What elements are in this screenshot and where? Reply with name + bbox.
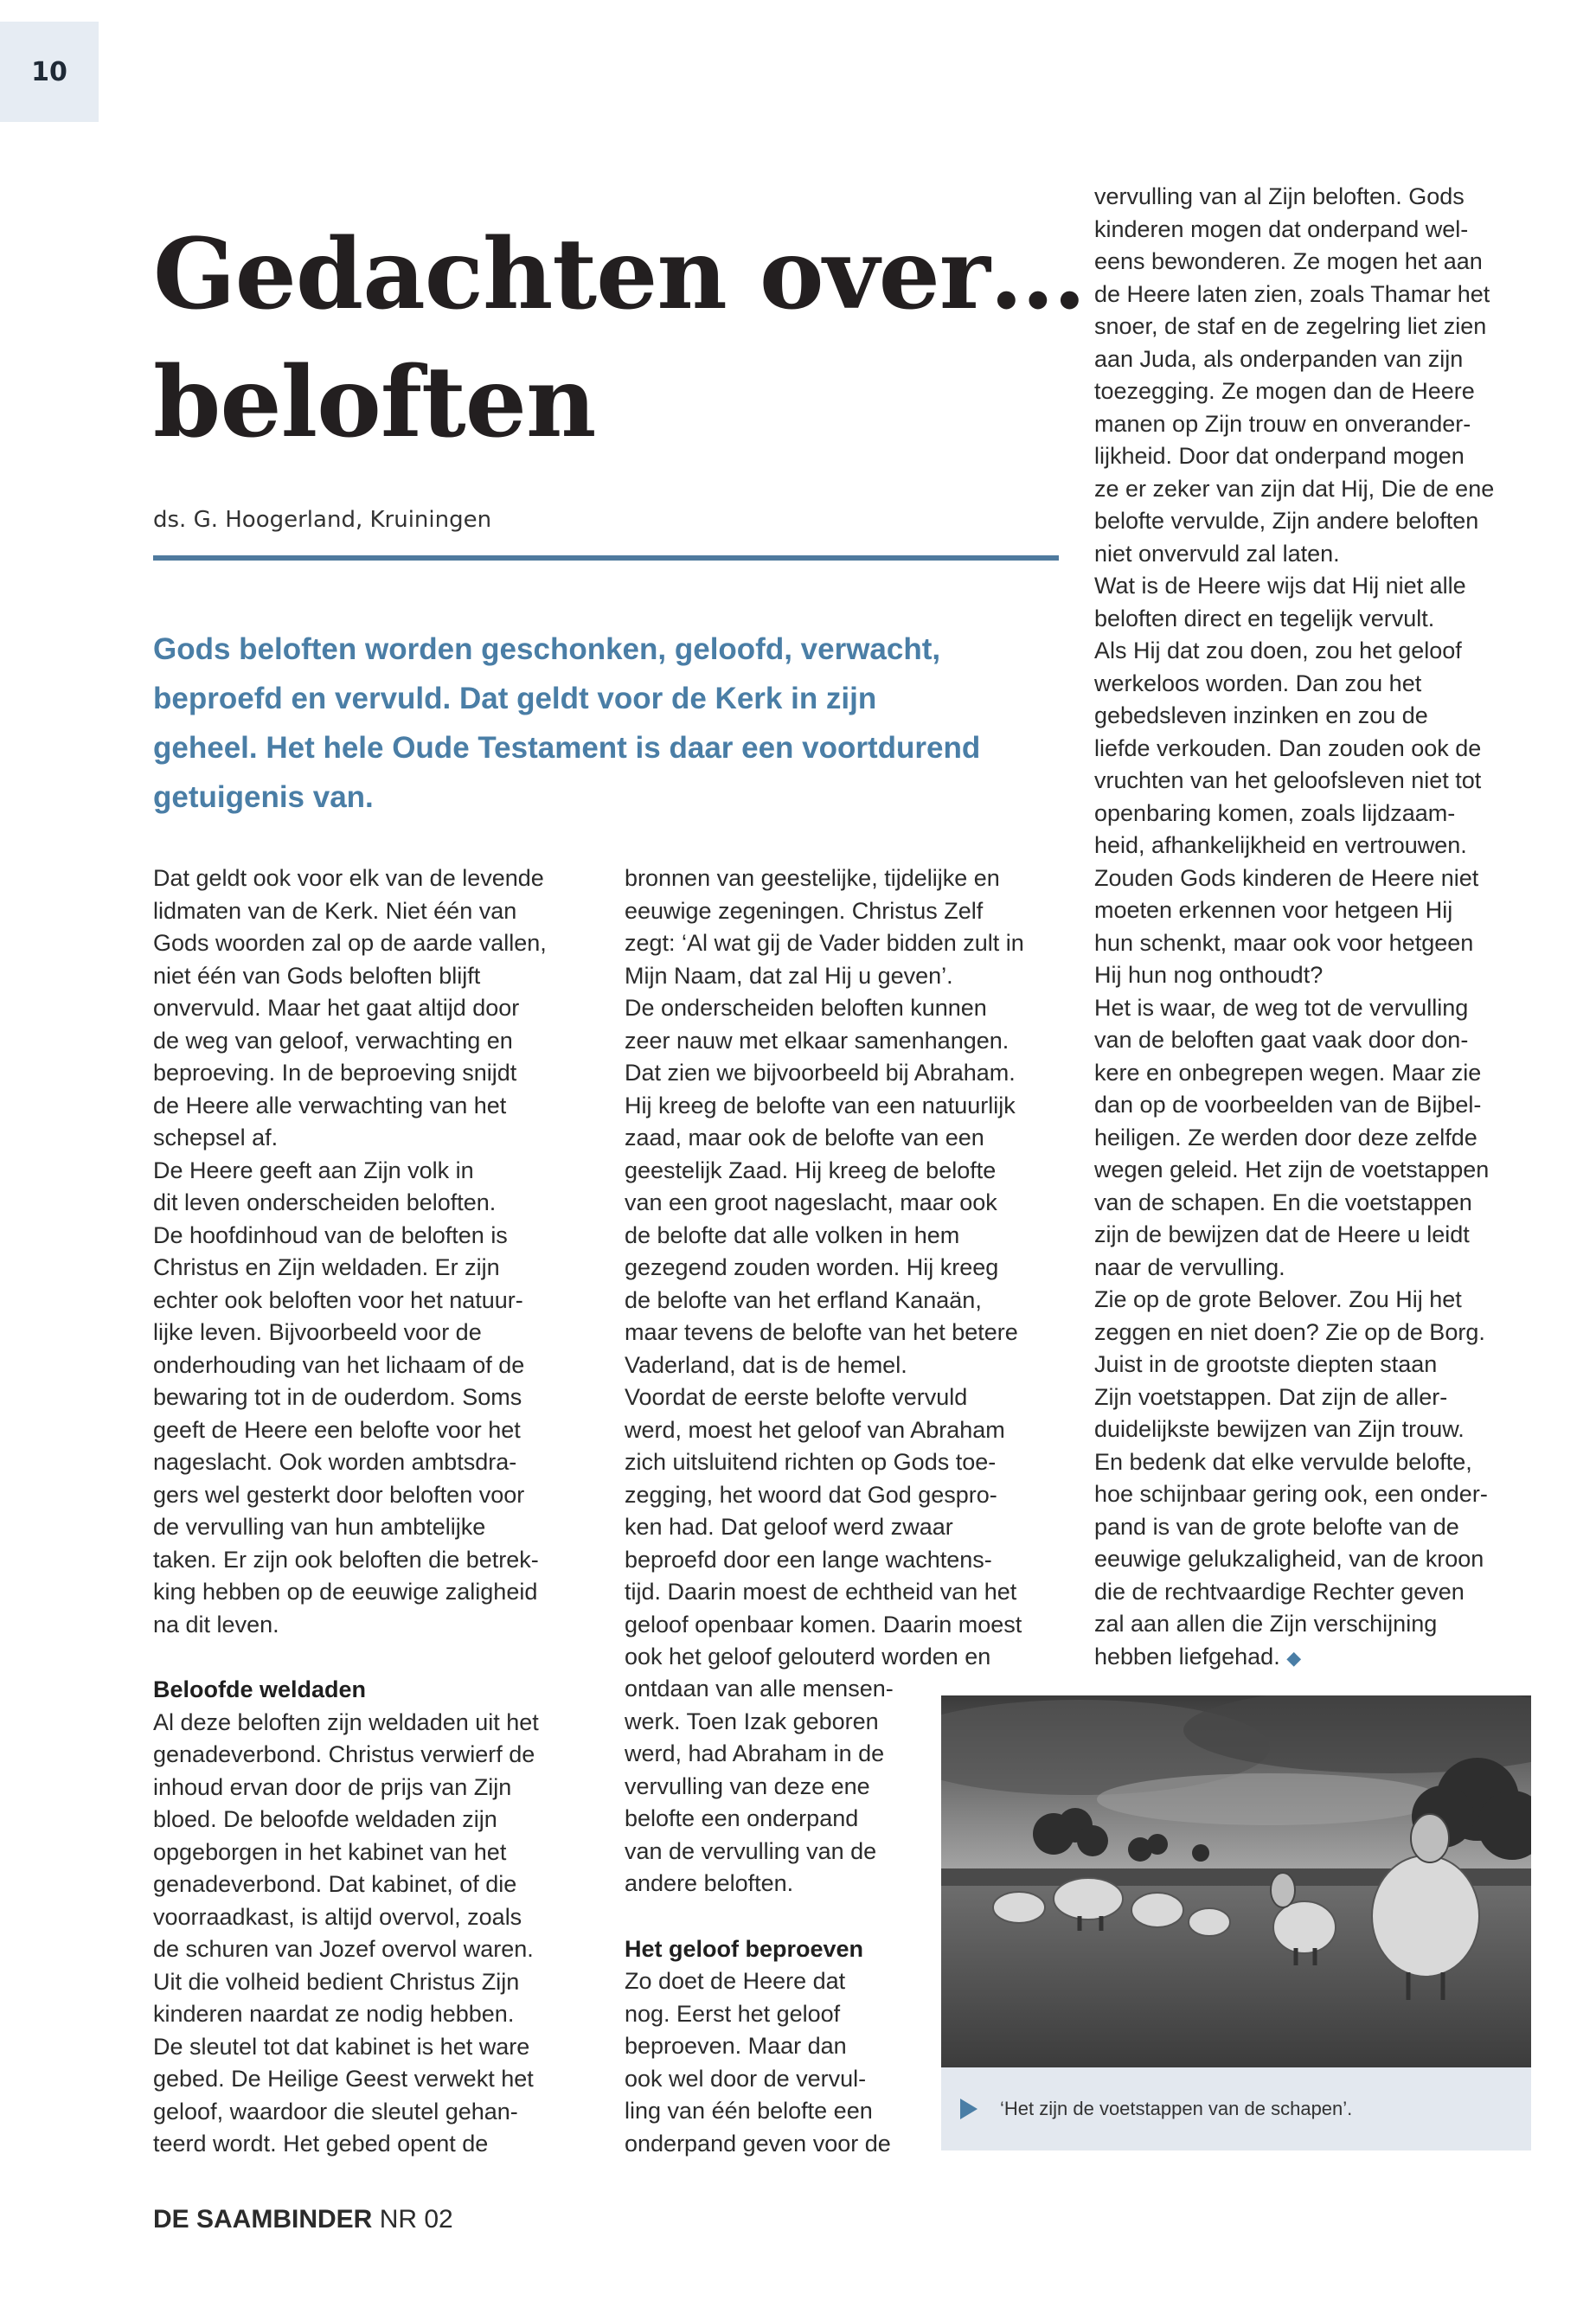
section-heading: Beloofde weldaden: [153, 1676, 367, 1702]
text-line: Zouden Gods kinderen de Heere niet: [1094, 864, 1479, 891]
end-mark-icon: ◆: [1286, 1646, 1302, 1669]
intro-lead: [153, 625, 1070, 822]
author-byline: ds. G. Hoogerland, Kruiningen: [153, 507, 492, 533]
text-line: zegt: ‘Al wat gij de Vader bidden zult in: [625, 930, 1024, 956]
text-line: bloed. De beloofde weldaden zijn: [153, 1806, 497, 1832]
paragraph: [625, 1965, 919, 2160]
text-line: gebed. De Heilige Geest verwekt het: [153, 2066, 534, 2092]
caption-arrow-icon: [960, 2099, 977, 2119]
text-line: beproefd door een lange wachtens-: [625, 1546, 992, 1573]
body-column-1: [153, 862, 603, 2161]
text-line: Wat is de Heere wijs dat Hij niet alle: [1094, 573, 1466, 599]
text-line: naar de vervulling.: [1094, 1253, 1285, 1280]
text-line: beproeven. Maar dan: [625, 2033, 847, 2059]
text-line: eens bewonderen. Ze mogen het aan: [1094, 248, 1483, 274]
text-line: duidelijkste bewijzen van Zijn trouw.: [1094, 1416, 1465, 1442]
text-line: werk. Toen Izak geboren: [625, 1708, 879, 1734]
text-line: toezegging. Ze mogen dan de Heere: [1094, 378, 1475, 404]
text-line: geloof openbaar komen. Daarin moest: [625, 1611, 1022, 1638]
text-line: niet één van Gods beloften blijft: [153, 962, 481, 989]
photo-caption: [941, 2067, 1531, 2150]
text-line: van de vervulling van de: [625, 1837, 877, 1864]
text-line: bewaring tot in de ouderdom. Soms: [153, 1384, 522, 1410]
text-line: genadeverbond. Christus verwierf de: [153, 1741, 535, 1767]
footer: [153, 2205, 453, 2234]
text-line: van de schapen. En die voetstappen: [1094, 1189, 1472, 1215]
text-line: geloof, waardoor die sleutel gehan-: [153, 2098, 518, 2125]
text-line: nog. Eerst het geloof: [625, 2000, 841, 2027]
text-line: werd, moest het geloof van Abraham: [625, 1416, 1005, 1443]
text-line: ling van één belofte een: [625, 2098, 873, 2124]
text-line: zijn de bewijzen dat de Heere u leidt: [1094, 1221, 1470, 1247]
text-line: van de beloften gaat vaak door don-: [1094, 1027, 1469, 1053]
title-line: Gedachten over…: [153, 218, 1086, 331]
text-line: werd, had Abraham in de: [625, 1740, 885, 1766]
text-line-last: [1094, 1641, 1561, 1675]
text-line: lidmaten van de Kerk. Niet één van: [153, 897, 517, 924]
text-line: zeggen en niet doen? Zie op de Borg.: [1094, 1318, 1485, 1345]
text-line: werkeloos worden. Dan zou het: [1094, 670, 1422, 696]
text-line: openbaring komen, zoals lijdzaam-: [1094, 799, 1456, 826]
text-line: heid, afhankelijkheid en vertrouwen.: [1094, 832, 1467, 858]
text-line: voorraadkast, is altijd overvol, zoals: [153, 1903, 522, 1930]
text-line: teerd wordt. Het gebed opent de: [153, 2131, 489, 2157]
text-line: belofte een onderpand: [625, 1805, 859, 1831]
text-line: Zijn voetstappen. Dat zijn de aller-: [1094, 1383, 1448, 1410]
text-line: Dat zien we bijvoorbeeld bij Abraham.: [625, 1060, 1016, 1086]
text-line: taken. Er zijn ook beloften die betrek-: [153, 1546, 539, 1573]
text-line: Dat geldt ook voor elk van de levende: [153, 865, 544, 891]
text-line: echter ook beloften voor het natuur-: [153, 1286, 523, 1313]
caption-text: ‘Het zijn de voetstappen van de schapen’.: [1000, 2098, 1353, 2119]
text-line: zeer nauw met elkaar samenhangen.: [625, 1027, 1010, 1054]
text-line: snoer, de staf en de zegelring liet zien: [1094, 313, 1487, 339]
intro-line: Gods beloften worden geschonken, geloofd, verwacht,: [153, 632, 941, 666]
text-line: ook het geloof gelouterd worden en: [625, 1644, 991, 1670]
text-line: Uit die volheid bedient Christus Zijn: [153, 1968, 520, 1995]
text-line: moeten erkennen voor hetgeen Hij: [1094, 897, 1453, 923]
text-line: Zo doet de Heere dat: [625, 1968, 846, 1994]
text-line: zegging, het woord dat God gespro-: [625, 1481, 997, 1508]
text-line: geeft de Heere een belofte voor het: [153, 1416, 521, 1443]
text-line: geestelijk Zaad. Hij kreeg de belofte: [625, 1157, 997, 1183]
text-line: liefde verkouden. Dan zouden ook de: [1094, 734, 1482, 761]
text-line: schepsel af.: [153, 1125, 279, 1150]
text-line: dit leven onderscheiden beloften.: [153, 1189, 497, 1215]
title-divider: [153, 555, 1059, 561]
text-line: eeuwige zegeningen. Christus Zelf: [625, 897, 984, 924]
text-line: ze er zeker van zijn dat Hij, Die de ene: [1094, 475, 1495, 502]
text-line: pand is van de grote belofte van de: [1094, 1513, 1459, 1540]
text-line: Al deze beloften zijn weldaden uit het: [153, 1708, 539, 1735]
text-line: kinderen naardat ze nodig hebben.: [153, 2001, 515, 2027]
text-line: gebedsleven inzinken en zou de: [1094, 702, 1428, 728]
text-line: king hebben op de eeuwige zaligheid: [153, 1579, 538, 1605]
text-line: eeuwige gelukzaligheid, van de kroon: [1094, 1546, 1484, 1572]
text-line: vruchten van het geloofsleven niet tot: [1094, 767, 1482, 793]
text-line: Vaderland, dat is de hemel.: [625, 1351, 907, 1378]
text-line: genadeverbond. Dat kabinet, of die: [153, 1871, 517, 1897]
text-line: De sleutel tot dat kabinet is het ware: [153, 2033, 530, 2060]
text-line: onvervuld. Maar het gaat altijd door: [153, 995, 520, 1021]
text-line: hun schenkt, maar ook voor hetgeen: [1094, 929, 1474, 956]
text-line: Gods woorden zal op de aarde vallen,: [153, 930, 547, 956]
text-line: vervulling van al Zijn beloften. Gods: [1094, 183, 1465, 209]
paragraph: [625, 1673, 919, 1900]
paragraph: [625, 862, 1074, 1674]
issue-number: NR 02: [379, 2205, 453, 2234]
text-line: Hij kreeg de belofte van een natuurlijk: [625, 1092, 1016, 1118]
text-line: beloften direct en tegelijk vervult.: [1094, 605, 1435, 631]
text-line: onderpand geven voor de: [625, 2130, 891, 2157]
text-line: Voordat de eerste belofte vervuld: [625, 1384, 968, 1410]
text-line: beproeving. In de beproeving snijdt: [153, 1060, 517, 1086]
body-column-2: [625, 862, 1074, 1674]
text-line: vervulling van deze ene: [625, 1772, 870, 1799]
text-line: heiligen. Ze werden door deze zelfde: [1094, 1124, 1477, 1150]
text-line: nageslacht. Ook worden ambtsdra-: [153, 1449, 517, 1475]
text-line: Mijn Naam, dat zal Hij u geven’.: [625, 962, 953, 989]
text-line: van een groot nageslacht, maar ook: [625, 1189, 997, 1215]
text-line: ontdaan van alle mensen-: [625, 1676, 894, 1702]
text-line: wegen geleid. Het zijn de voetstappen: [1094, 1157, 1490, 1183]
text-line: Christus en Zijn weldaden. Er zijn: [153, 1254, 500, 1280]
text-line: De hoofdinhoud van de beloften is: [153, 1221, 508, 1248]
text-line: tijd. Daarin moest de echtheid van het: [625, 1579, 1017, 1605]
text-line: gezegend zouden worden. Hij kreeg: [625, 1254, 999, 1280]
text-line: En bedenk dat elke vervulde belofte,: [1094, 1448, 1472, 1475]
text-line: kinderen mogen dat onderpand wel-: [1094, 215, 1469, 242]
text-line: lijkheid. Door dat onderpand mogen: [1094, 443, 1465, 469]
text-line: bronnen van geestelijke, tijdelijke en: [625, 865, 1000, 891]
text-line: Het is waar, de weg tot de vervulling: [1094, 994, 1469, 1021]
text-line: zich uitsluitend richten op Gods toe-: [625, 1449, 997, 1475]
sheep-photo: [941, 1695, 1531, 2067]
text-line: ook wel door de vervul-: [625, 2065, 867, 2092]
text-line: hebben liefgehad.: [1094, 1643, 1280, 1670]
paragraph: [1094, 181, 1561, 1674]
text-line: De onderscheiden beloften kunnen: [625, 995, 987, 1021]
text-line: De Heere geeft aan Zijn volk in: [153, 1157, 474, 1183]
text-line: opgeborgen in het kabinet van het: [153, 1838, 507, 1865]
text-line: onderhouding van het lichaam of de: [153, 1351, 525, 1378]
text-line: ken had. Dat geloof werd zwaar: [625, 1514, 953, 1540]
text-line: aan Juda, als onderpanden van zijn: [1094, 345, 1464, 372]
magazine-name: DE SAAMBINDER: [153, 2205, 373, 2234]
text-line: de Heere laten zien, zoals Thamar het: [1094, 280, 1490, 307]
text-line: maar tevens de belofte van het betere: [625, 1319, 1018, 1345]
paragraph: [153, 1707, 603, 2161]
text-line: niet onvervuld zal laten.: [1094, 540, 1340, 567]
intro-line: beproefd en vervuld. Dat geldt voor de Kerk in zijn: [153, 682, 877, 715]
paragraph: [153, 862, 603, 1641]
text-line: gers wel gesterkt door beloften voor: [153, 1481, 525, 1508]
intro-line: geheel. Het hele Oude Testament is daar een voortdurend: [153, 731, 981, 765]
page-number: 10: [0, 22, 99, 122]
text-line: de vervulling van hun ambtelijke: [153, 1514, 486, 1540]
paragraph-gap: [625, 1900, 919, 1933]
text-line: zal aan allen die Zijn verschijning: [1094, 1611, 1438, 1637]
text-line: zaad, maar ook de belofte van een: [625, 1125, 984, 1150]
text-line: na dit leven.: [153, 1611, 279, 1638]
section-heading: Het geloof beproeven: [625, 1935, 864, 1962]
text-line: de belofte van het erfland Kanaän,: [625, 1286, 982, 1313]
intro-line: getuigenis van.: [153, 780, 374, 814]
text-line: Zie op de grote Belover. Zou Hij het: [1094, 1286, 1462, 1312]
text-line: Juist in de grootste diepten staan: [1094, 1351, 1438, 1377]
text-line: de Heere alle verwachting van het: [153, 1092, 507, 1118]
text-line: andere beloften.: [625, 1870, 794, 1896]
text-line: die de rechtvaardige Rechter geven: [1094, 1578, 1465, 1605]
title-line: beloften: [153, 346, 596, 459]
paragraph-gap: [153, 1641, 603, 1674]
text-line: manen op Zijn trouw en onverander-: [1094, 410, 1471, 437]
text-line: de weg van geloof, verwachting en: [153, 1027, 513, 1054]
text-line: lijke leven. Bijvoorbeeld voor de: [153, 1319, 482, 1345]
text-line: de belofte dat alle volken in hem: [625, 1221, 960, 1248]
text-line: belofte vervulde, Zijn andere beloften: [1094, 508, 1479, 534]
text-line: kere en onbegrepen wegen. Maar zie: [1094, 1059, 1482, 1086]
body-column-2-continued: [625, 1673, 919, 2160]
text-line: hoe schijnbaar gering ook, een onder-: [1094, 1481, 1488, 1507]
text-line: Hij hun nog onthoudt?: [1094, 962, 1324, 988]
text-line: de schuren van Jozef overvol waren.: [153, 1936, 534, 1962]
text-line: inhoud ervan door de prijs van Zijn: [153, 1773, 512, 1800]
text-line: Als Hij dat zou doen, zou het geloof: [1094, 638, 1462, 663]
text-line: dan op de voorbeelden van de Bijbel-: [1094, 1092, 1482, 1118]
article-title: [153, 211, 1086, 467]
body-column-3: [1094, 181, 1561, 1674]
